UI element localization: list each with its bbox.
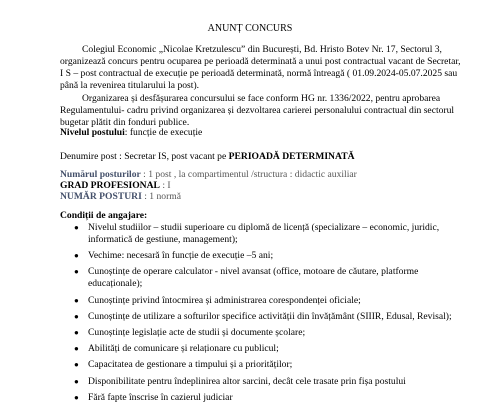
posts-count-line (60, 169, 357, 180)
list-item: ● Nivelul studiilor – studii superioare cu diplomă de licență (specializare – economic, juridic, informatică de gestiune, management); (74, 222, 440, 245)
page-title: ANUNȚ CONCURS (207, 23, 293, 34)
list-item: ● Capacitatea de gestionare a timpului și a priorităților; (74, 359, 293, 371)
bullet-icon: ● (74, 376, 79, 386)
list-item: ● Disponibilitate pentru îndeplinirea altor sarcini, decât cele trasate prin fișa postului (74, 375, 406, 387)
post-level-label: Nivelul postului (60, 127, 125, 138)
post-name-label: Denumire post : Secretar IS, post vacant pe (60, 151, 229, 162)
list-item: ● Vechime: necesară în funcție de execuție –5 ani; (74, 250, 274, 262)
bullet-icon: ● (74, 360, 79, 370)
list-item: ● Cunoștințe de operare calculator - nivel avansat (office, motoare de căutare, platforme educaționale); (74, 266, 419, 290)
list-item: ● Cunoștințe privind întocmirea și administrarea corespondenței oficiale; (74, 294, 361, 306)
post-number-line (60, 191, 357, 202)
bullet-icon: ● (74, 295, 79, 305)
bullet-icon: ● (74, 327, 79, 337)
bullet-icon: ● (74, 344, 79, 354)
posts-count-label: Numărul posturilor (60, 169, 141, 180)
bullet-icon: ● (74, 267, 79, 277)
post-name-emphasis: PERIOADĂ DETERMINATĂ (228, 151, 355, 162)
post-details (60, 169, 357, 202)
posts-count-value: : 1 post , la compartimentul /structura : didactic auxiliar (140, 169, 357, 180)
conditions-list (60, 222, 470, 408)
bullet-icon: ● (74, 251, 79, 261)
list-item: ● Abilități de comunicare și relaționare cu publicul; (74, 343, 279, 355)
bullet-icon: ● (74, 311, 79, 321)
post-level (60, 127, 202, 139)
bullet-icon: ● (74, 223, 79, 232)
post-number-label: NUMĂR POSTURI (60, 191, 142, 202)
post-number-value: : 1 normă (141, 191, 181, 202)
organization-paragraph: Organizarea și desfășurarea concursului se face conform HG nr. 1336/2022, pentru aprobarea Regulamentului- cadru privind organizarea și dezvoltarea carierei personalului contractual din sectorul bugetar plătit din fonduri publice. (60, 93, 455, 128)
grade-label: GRAD PROFESIONAL (60, 180, 160, 191)
intro-paragraph: Colegiul Economic „Nicolae Kretzulescu” din București, Bd. Hristo Botev Nr. 17, Sectorul 3, organizează concurs pentru ocuparea pe perioadă determinată a unui post contractual vacant de Secretar, I S – post contractual de execuție pe perioadă determinată, normă întreagă ( 01.09.2024-05.07.2025 sau până la revenirea titularului la post). (60, 44, 461, 91)
list-item: ● Cunoștințe de utilizare a softurilor specifice activității din învățământ (SIIIR, Edusal, Revisal); (74, 310, 452, 322)
list-item: ● Fără fapte înscrise în cazierul judiciar (74, 391, 233, 403)
conditions-title: Condiții de angajare: (60, 210, 148, 221)
post-name (60, 151, 355, 163)
bullet-icon: ● (74, 392, 79, 402)
list-item: ● Cunoștințe legislație acte de studii și documente școlare; (74, 326, 306, 338)
post-level-value: : funcție de execuție (124, 127, 203, 138)
grade-line (60, 180, 357, 191)
grade-value: : I (159, 180, 171, 191)
